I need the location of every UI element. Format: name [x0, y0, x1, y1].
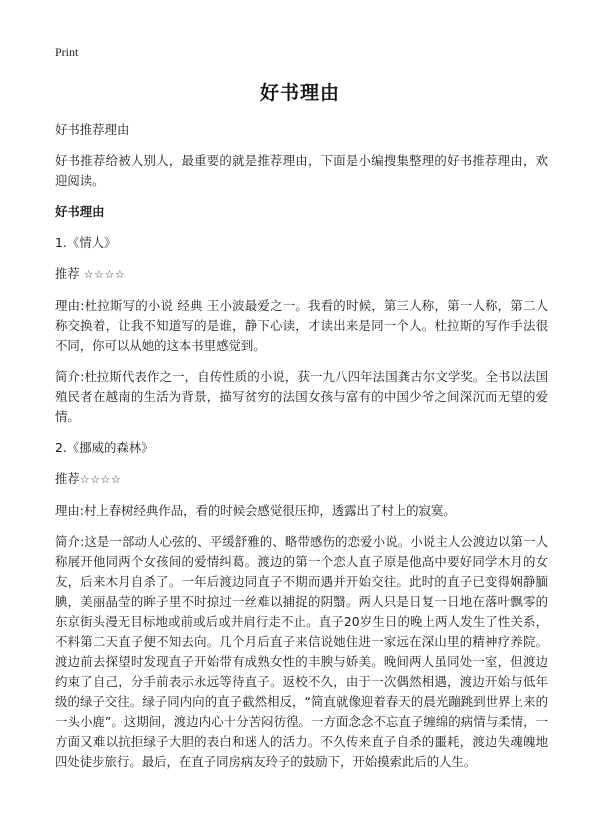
book-reason: 理由:村上春树经典作品，看的时候会感觉很压抑，透露出了村上的寂寞。	[55, 503, 456, 518]
print-link[interactable]: Print	[55, 45, 79, 59]
article-subtitle: 好书推荐理由	[55, 122, 130, 137]
book-summary: 简介:这是一部动人心弦的、平缓舒雅的、略带感伤的恋爱小说。小说主人公渡边以第一人称展开他同两个女孩间的爱情纠葛。渡边的第一个恋人直子原是他高中要好同学木月的女友，后来木月自杀了。一年后渡边同直子不期而遇并开始交往。此时的直子已变得娴静腼腆，美丽晶莹的眸子里不时掠过一丝难以捕捉的阴翳。两人只是日复一日地在落叶飘零的东京街头漫无目标地或前或后或并肩行走不止。直子20岁生日的晚上两人发生了性关系，不料第二天直子便不知去向。几个月后直子来信说她住进一家远在深山里的精神疗养院。渡边前去探望时发现直子开始带有成熟女性的丰腴与娇美。晚间两人虽同处一室，但渡边约束了自己，分手前表示永远等待直子。返校不久，由于一次偶然相遇，渡边开始与低年级的绿子交往。绿子同内向的直子截然相反，“简直就像迎着春天的晨光蹦跳到世界上来的一头小鹿”。这期间，渡边内心十分苦闷彷徨。一方面念念不忘直子缠绵的病情与柔情，一方面又难以抗拒绿子大胆的表白和迷人的活力。不久传来直子自杀的噩耗，渡边失魂魄地四处徒步旅行。最后，在直子同房病友玲子的鼓励下，开始摸索此后的人生。	[55, 534, 548, 769]
book-summary: 简介:杜拉斯代表作之一，自传性质的小说，获一九八四年法国龚古尔文学奖。全书以法国殖民者在越南的生活为背景，描写贫穷的法国女孩与富有的中国少爷之间深沉而无望的爱情。	[55, 369, 548, 424]
book-rating	[55, 469, 548, 490]
book-title: 1.《情人》	[55, 235, 117, 250]
book-rating	[55, 264, 548, 285]
star-rating-icon: ☆☆☆☆	[79, 473, 122, 486]
book-title: 2.《挪威的森林》	[55, 440, 154, 455]
page-title: 好书理由	[259, 82, 340, 104]
section-heading: 好书理由	[55, 204, 105, 219]
intro-paragraph: 好书推荐给被人别人，最重要的就是推荐理由，下面是小编搜集整理的好书推荐理由，欢迎阅读。	[55, 153, 548, 188]
article-body	[55, 120, 548, 783]
star-rating-icon: ☆☆☆☆	[83, 268, 126, 281]
recommend-label: 推荐	[55, 471, 80, 486]
recommend-label: 推荐	[55, 266, 80, 281]
book-reason: 理由:杜拉斯写的小说 经典 王小波最爱之一。我看的时候，第三人称，第一人称，第二人称交换着，让我不知道写的是谁，静下心读，才读出来是同一个人。杜拉斯的写作手法很不同，你可以从她的这本书里感觉到。	[55, 298, 548, 353]
